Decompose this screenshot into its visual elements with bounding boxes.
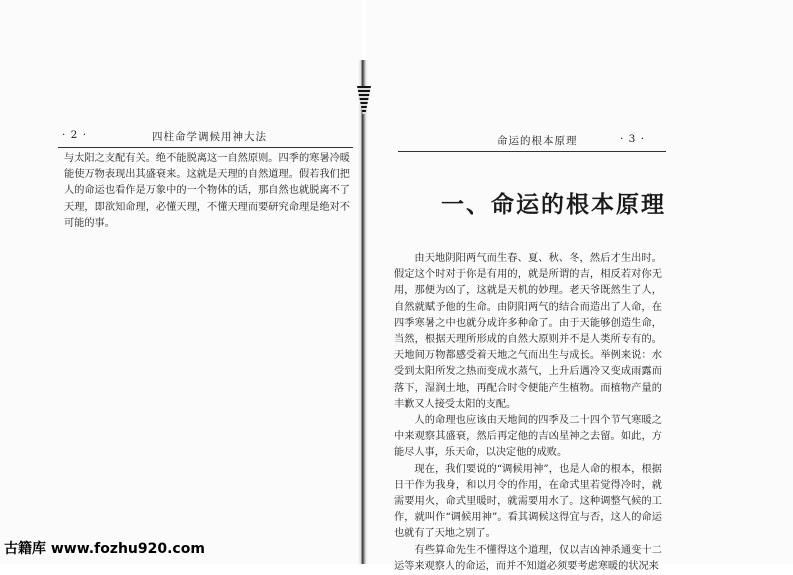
left-page bbox=[0, 0, 362, 564]
left-header-rule bbox=[58, 147, 353, 148]
book-spine bbox=[357, 60, 369, 564]
right-page-number: · 3 · bbox=[620, 133, 646, 145]
left-page-number: · 2 · bbox=[62, 129, 88, 141]
right-body-text bbox=[394, 251, 662, 575]
left-body-text bbox=[64, 151, 350, 232]
right-paragraph-3: 现在，我们要说的“调候用神”，也是人命的根本，根据日干作为我身，和以月令的作用，在命式里若觉得冷时，就需要用火，命式里暖时，就需要用水了。这种调整气候的工作，就叫作“调候用神”。看其调候这得宜与否，这人的命运也就有了天地之别了。 bbox=[394, 463, 662, 540]
site-watermark: 古籍库 www.fozhu920.com bbox=[4, 541, 205, 557]
right-header-rule bbox=[398, 151, 666, 152]
right-paragraph-4: 有些算命先生不懂得这个道理，仅以吉凶神杀通变十二运等来观察人的命运，而并不知道必须要考虑寒暖的状况来 bbox=[394, 544, 662, 572]
right-paragraph-1: 由天地阴阳两气而生春、夏、秋、冬，然后才生出时。假定这个时对于你是有用的，就是所谓的吉，相反若对你无用，那便为凶了，这就是天机的妙理。老天爷既然生了人，自然就赋予他的生命。由阴阳两气的结合而造出了人命，在四季寒暑之中也就分成许多种命了。由于天能够创造生命，当然，根据天理所形成的自然大原则并不是人类所专有的。天地间万物都感受着天地之气而出生与成长。举例来说：水受到太阳所发之热而变成水蒸气，上升后遇冷又变成雨露而落下，湿润土地，再配合时令便能产生植物。而植物产量的丰歉又人接受太阳的支配。 bbox=[394, 253, 662, 410]
left-running-title: 四柱命学调候用神大法 bbox=[152, 131, 267, 143]
right-paragraph-2: 人的命理也应该由天地间的四季及二十四个节气寒暖之中来观察其盛衰，然后再定他的吉凶星神之去留。如此，方能尽人事，乐天命，以决定他的成败。 bbox=[394, 415, 662, 459]
chapter-title: 一、命运的根本原理 bbox=[441, 192, 666, 218]
left-paragraph-1: 与太阳之支配有关。绝不能脱离这一自然原则。四季的寒暑冷暖能使万物表现出其盛衰来。这就是天理的自然道理。假若我们把人的命运也看作是万象中的一个物体的话，那自然也就脱离不了天理，即欲知命理，必懂天理，不懂天理而要研究命理是绝对不可能的事。 bbox=[64, 153, 350, 229]
right-running-title: 命运的根本原理 bbox=[497, 135, 578, 147]
